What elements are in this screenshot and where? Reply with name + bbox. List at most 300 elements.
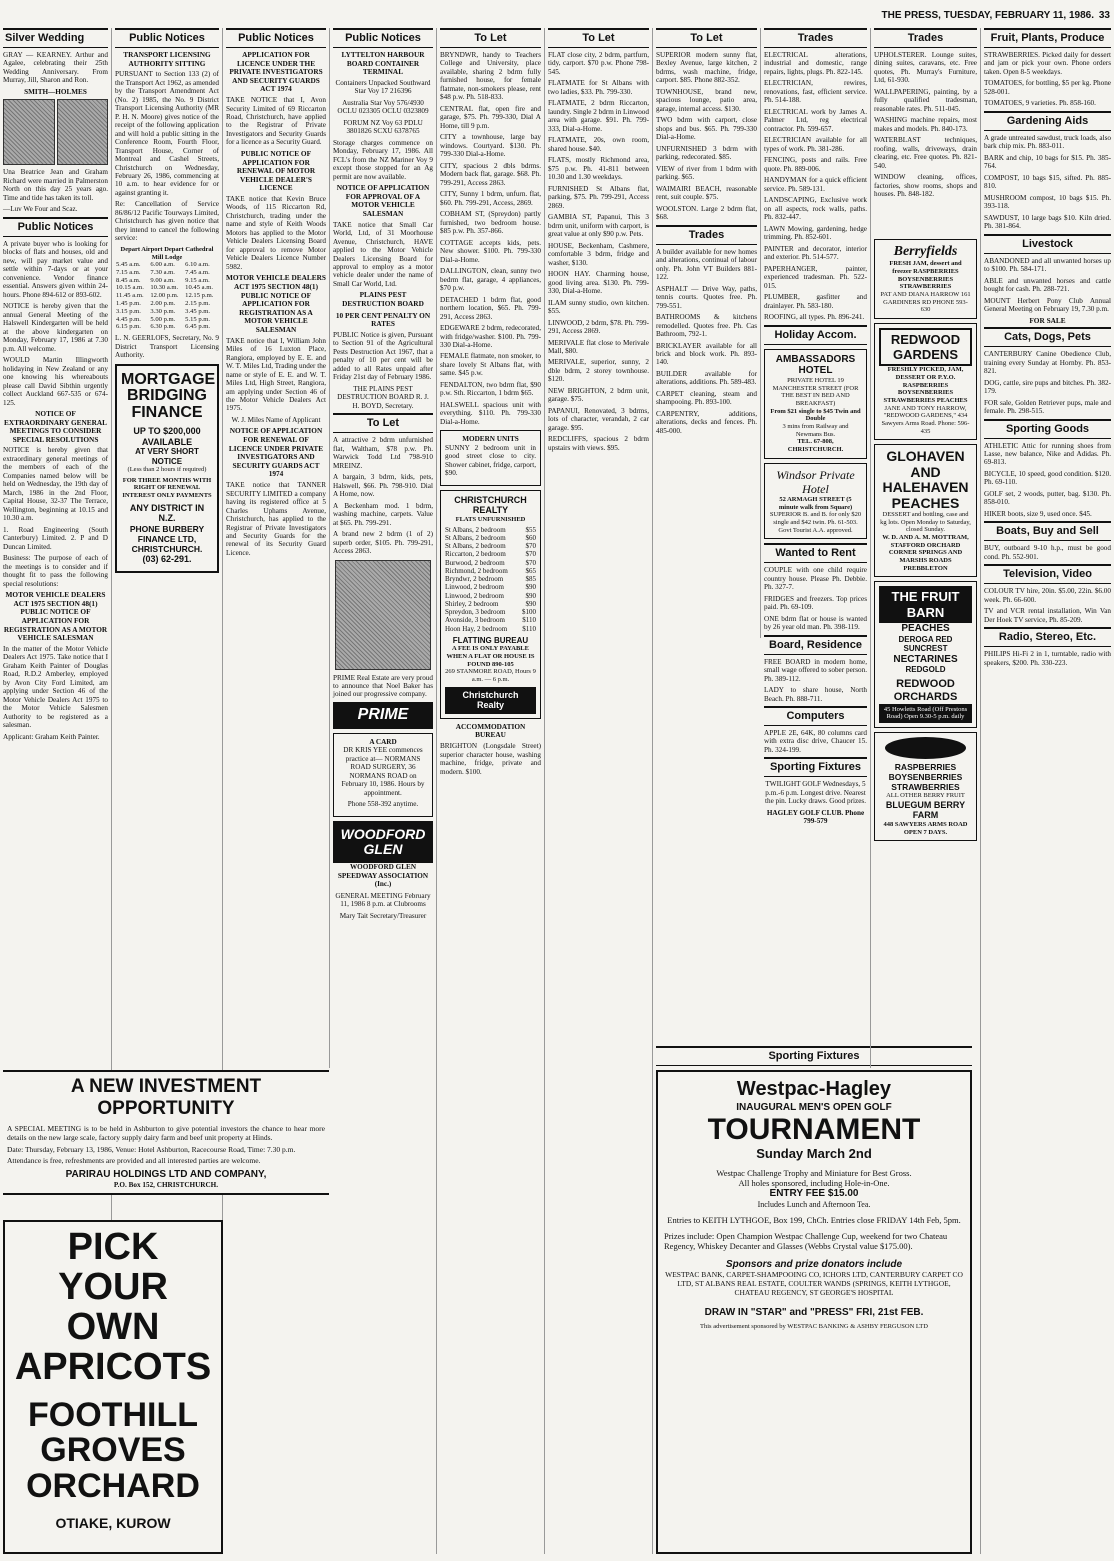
orchard-title: FOOTHILL GROVES ORCHARD xyxy=(26,1395,200,1505)
notice-3: WOULD Martin Illingworth holidaying in New Zealand or any one knowing his whereabouts please call David Sibthin urgently collect Auckland 667-535 or 674-125. xyxy=(3,356,108,407)
trades-ad: UPHOLSTERER. Lounge suites, dining suites, caravans, etc. Free quotes, Ph. Murray's Furniture, Ltd, 61-930. xyxy=(874,50,977,85)
column-3 xyxy=(223,28,330,1068)
realty-list-price: $60 xyxy=(525,533,536,542)
redwood-addr: JANE AND TONY HARROW, "REDWOOD GARDENS," 434 Sawyers Arms Road. Phone: 596-435 xyxy=(881,404,970,435)
lhb-detail: Australia Star Voy 576/4930 OCLU 023305 OCLU 0323809 xyxy=(337,98,429,116)
mvd-body: In the matter of the Motor Vehicle Dealers Act 1975. Take notice that I Graham Keith Painter of Douglas Road, R.D.2 Amberley, employed by Avon City Ford Limited, am applying under Section 46 of the Motor Vehicle Dealers Act 1975 to the Motor Vehicle Salesmen Authority to be registered as a salesman. xyxy=(3,644,108,730)
pets-ad: FOR sale, Golden Retriever pups, male and female. Ph. 298-515. xyxy=(984,398,1111,416)
hotel-price: From $21 single to $45 Twin and Double xyxy=(770,407,861,423)
gardening-ad: A grade untreated sawdust, truck loads, also bark chip mix. Ph. 883-011. xyxy=(984,133,1111,151)
lhb-text: Storage charges commence on Monday, February 17, 1986. All FCL's from the NZ Mariner Voy 9 except those stopped for an Ag permit are now available. xyxy=(333,138,433,181)
timetable-row xyxy=(115,300,219,308)
trades-ad: ELECTRICAL work by James A. Palmer Ltd, reg electrical contractor. Ph. 599-657. xyxy=(764,107,867,133)
timetable-cell: 2.15 p.m. xyxy=(185,300,211,308)
timetable-cell: 1.45 p.m. xyxy=(116,300,141,308)
timetable-cell: 11.45 a.m. xyxy=(116,292,144,300)
trades-ad: BATHROOMS & kitchens remodelled. Quotes free. Ph. Cas Bathroom, 792-1. xyxy=(656,313,757,339)
section-heading: Public Notices xyxy=(226,28,326,48)
mortgage-title: MORTGAGE BRIDGING FINANCE xyxy=(121,370,216,422)
realty-list-item xyxy=(445,600,536,608)
realty-sub: FLATS UNFURNISHED xyxy=(455,515,526,523)
realty-foot: A FEE IS ONLY PAYABLE WHEN A FLAT OR HOUSE IS FOUND 890-105 xyxy=(446,645,535,668)
realty-list-item xyxy=(445,559,536,567)
tolet-ad: VIEW of river from 1 bdrm with parking. $65. xyxy=(656,164,757,182)
column-9 xyxy=(871,28,981,1554)
sporting-goods-ad: GOLF set, 2 woods, putter, bag. $130. Ph. 858-010. xyxy=(984,489,1111,507)
investment-company: PARIRAU HOLDINGS LTD AND COMPANY, xyxy=(65,1169,267,1181)
section-heading-boats: Boats, Buy and Sell xyxy=(984,521,1111,541)
tolet-ad: FURNISHED St Albans flat, parking, $75. Ph. 799-291, Access 2869. xyxy=(548,184,649,210)
realty-list-price: $90 xyxy=(525,583,536,592)
timetable xyxy=(115,261,219,331)
hotel-title: AMBASSADORS HOTEL xyxy=(775,353,856,377)
golf-date: Sunday March 2nd xyxy=(756,1146,872,1162)
redwood-body: FRESHLY PICKED, JAM, DESSERT OR P.Y.O. RASPBERRIES BOYSENBERRIES STRAWBERRIES PEACHES xyxy=(883,366,968,405)
timetable-cell: 8.45 a.m. xyxy=(116,276,141,284)
timetable-cell: 6.45 p.m. xyxy=(185,323,211,331)
pi2-title: NOTICE OF APPLICATION FOR RENEWAL OF LICENCE UNDER PRIVATE INVESTIGATORS AND SECURITY GUARDS ACT 1974 xyxy=(228,426,324,479)
realty-list-label: Avonside, 3 bedroom xyxy=(445,616,505,625)
sporting-club: HAGLEY GOLF CLUB. Phone 799-579 xyxy=(766,808,865,826)
realty-list-label: Bryndwr, 2 bedroom xyxy=(445,575,504,584)
timetable-cell: 7.30 a.m. xyxy=(150,268,175,276)
mvd2-body: TAKE notice that I, William John Miles of 16 Luxton Place, Rangiora, employed by E. E. and W. T. Miles Ltd, Trading under the name or style of E. E. and W. T. Miles Ltd, High Street, Rangiora, am applying under Section 46 of the Motor Vehicle Dealers Act 1975. xyxy=(226,336,326,413)
redwood-gardens-ad xyxy=(874,323,977,441)
tolet-ad: UNFURNISHED 3 bdrm with parking, redecorated. $85. xyxy=(656,144,757,162)
tla-item: Re: Cancellation of Service 86/86/12 Pacific Tourways Limited, Christchurch has given notice that they intend to cancel the following service: xyxy=(115,200,219,243)
fruit-barn-item: NECTARINES xyxy=(893,653,958,665)
livestock-ad: ABANDONED and all unwanted horses up to $100. Ph. 584-171. xyxy=(984,256,1111,274)
wanted-ad: FRIDGES and freezers. Top prices paid. Ph. 69-109. xyxy=(764,594,867,612)
mvs-body: TAKE notice that Small Car World, Ltd, of 31 Moorhouse Avenue, Christchurch, HAVE applied to the Motor Vehicle Dealers Licensing Board for approval to employ as a motor vehicle dealer under the name of Small Car World, Ltd. xyxy=(333,220,433,288)
timetable-row xyxy=(115,277,219,285)
windsor-title: Windsor Private Hotel xyxy=(776,467,855,496)
pets-ad: CANTERBURY Canine Obedience Club, training every Sunday at Hornby. Ph. 853-821. xyxy=(984,350,1111,376)
trades-ad: A builder available for new homes and alterations, continual of labour only. Ph. John VT Builders 881-122. xyxy=(656,247,757,282)
golf-fee: ENTRY FEE $15.00 xyxy=(769,1187,859,1199)
hotel-phone: TEL. 67-808, CHRISTCHURCH. xyxy=(787,438,844,453)
timetable-row xyxy=(115,316,219,324)
realty-list-item xyxy=(445,625,536,633)
tolet-ad: FENDALTON, two bdrm flat, $90 p.w. Sth. Riccarton, 1 bdrm $65. xyxy=(440,380,541,398)
realty-list-item xyxy=(445,542,536,550)
mvd-sign: Applicant: Graham Keith Painter. xyxy=(3,732,100,741)
trades-ad: PAPERHANGER, painter, experienced tradesman. Ph. 522-015. xyxy=(764,264,867,290)
bluegum-title: BLUEGUM BERRY FARM xyxy=(885,799,966,821)
realty-list-item xyxy=(445,616,536,624)
accom-title: ACCOMMODATION BUREAU xyxy=(455,721,526,740)
section-heading-board: Board, Residence xyxy=(764,635,867,655)
section-heading-livestock: Livestock xyxy=(984,234,1111,254)
apricots-ad xyxy=(3,1220,223,1554)
golf-entries: Entries to KEITH LYTHGOE, Box 199, ChCh. Entries close FRIDAY 14th Feb, 5pm. xyxy=(667,1214,961,1225)
section-heading: Public Notices xyxy=(115,28,219,48)
investment-body: A SPECIAL MEETING is to be held in Ashburton to give potential investors the chance to hear more details on the new large scale, factory supply dairy farm and beef unit property at Hinds. xyxy=(7,1123,325,1142)
berry-title: Berryfields xyxy=(893,243,958,259)
egm-list: 1. Road Engineering (South Canterbury) Limited. 2. P and D Duncan Limited. xyxy=(3,525,108,551)
tla-title: TRANSPORT LICENSING AUTHORITY SITTING xyxy=(123,49,211,68)
section-heading-computers: Computers xyxy=(764,706,867,726)
speedway-sign: Mary Tait Secretary/Treasurer xyxy=(339,911,427,920)
timetable-cell: 7.45 a.m. xyxy=(185,268,210,276)
section-heading: Fruit, Plants, Produce xyxy=(984,28,1111,48)
golf-info: All holes sponsored, including Hole-in-One. xyxy=(738,1177,890,1188)
golf-main: TOURNAMENT xyxy=(707,1113,921,1147)
bluegum-ad xyxy=(874,732,977,841)
timetable-title: Depart Airport Depart Cathedral Mill Lodge xyxy=(120,245,214,261)
timetable-cell: 6.00 a.m. xyxy=(150,261,175,269)
realty-list-item xyxy=(445,575,536,583)
redwood-title: REDWOOD GARDENS xyxy=(879,328,972,367)
modern-units-title: MODERN UNITS xyxy=(462,435,519,444)
modern-units-body: SUNNY 2 bedroom unit in good street close to city. Shower cabinet, fridge, carport, $90. xyxy=(445,443,537,478)
gardening-ad: MUSHROOM compost, 10 bags $15. Ph. 393-118. xyxy=(984,193,1111,211)
mortgage-line: ANY DISTRICT IN N.Z. xyxy=(129,502,205,524)
timetable-cell: 3.30 p.m. xyxy=(150,307,176,315)
speedway-body: GENERAL MEETING February 11, 1986 8 p.m. at Clubrooms xyxy=(335,891,431,909)
trades-ad: LAWN Mowing, gardening, hedge trimming. Ph. 852-601. xyxy=(764,224,867,242)
egm-title: NOTICE OF EXTRAORDINARY GENERAL MEETINGS TO CONSIDER SPECIAL RESOLUTIONS xyxy=(3,408,108,444)
golf-sub: INAUGURAL MEN'S OPEN GOLF xyxy=(736,1101,892,1113)
fruit-barn-item: PEACHES xyxy=(901,622,950,634)
section-heading-holiday: Holiday Accom. xyxy=(764,325,867,345)
bluegum-item: STRAWBERRIES xyxy=(891,782,960,793)
apricots-title: PICK YOUR OWN APRICOTS xyxy=(14,1226,212,1388)
realty-list-item xyxy=(445,534,536,542)
timetable-cell: 12.00 p.m. xyxy=(150,292,179,300)
section-heading-wanted: Wanted to Rent xyxy=(764,543,867,563)
bluegum-logo xyxy=(885,737,966,759)
timetable-cell: 10.45 a.m. xyxy=(185,284,214,292)
trades-ad: ELECTRICIAN available for all types of work. Ph. 381-286. xyxy=(764,136,867,153)
plains-sub: 10 PER CENT PENALTY ON RATES xyxy=(335,310,431,329)
tolet-ad: FLATMATE, 2 bdrm Riccarton, laundry. Single 2 bdrm in Linwood area with garage. $91. Ph. 799-333, Dial-a-Home. xyxy=(548,99,649,133)
tolet-ad: WOOLSTON. Large 2 bdrm flat, $68. xyxy=(656,204,757,222)
wedding-photo-left xyxy=(3,99,55,165)
egm-body: NOTICE is hereby given that extraordinary general meetings of the members of each of the Companies named below will be held on Wednesday, the 19th day of March, 1986 in the 2nd Floor, Capital House, 32-37 The Terrace, Wellington, beginning at 10.15 and 10.30 a.m. xyxy=(3,446,108,523)
lhb-title: LYTTELTON HARBOUR BOARD CONTAINER TERMINAL xyxy=(341,49,425,77)
realty-list-price: $90 xyxy=(525,599,536,608)
section-heading: To Let xyxy=(656,28,757,48)
gardening-ad: BARK and chip, 10 bags for $15. Ph. 385-764. xyxy=(984,153,1111,171)
wedding-photo-right xyxy=(57,99,109,165)
tolet-ad: NEW BRIGHTON, 2 bdrm unit, garage. $75. xyxy=(548,386,649,404)
timetable-cell: 6.15 p.m. xyxy=(116,323,141,331)
card-title: A CARD xyxy=(369,737,397,746)
wanted-ad: ONE bdrm flat or house is wanted by 26 year old man. Ph. 398-119. xyxy=(764,614,867,632)
radio-ad: PHILIPS Hi-Fi 2 in 1, turntable, radio with speakers, $200. Ph. 330-223. xyxy=(984,650,1111,667)
tolet-ad: WAIMAIRI BEACH, reasonable rent, suit couple. $75. xyxy=(656,184,757,202)
realty-list-price: $100 xyxy=(522,608,536,617)
column-5 xyxy=(437,28,545,1554)
timetable-row xyxy=(115,284,219,292)
section-heading: To Let xyxy=(548,28,649,48)
tv-ad: TV and VCR rental installation, Win Van Der Hoek TV service, Ph. 85-209. xyxy=(984,607,1111,624)
glohaven-body: DESSERT and bottling, case and kg lots. Open Monday to Saturday, closed Sunday. xyxy=(880,510,971,534)
realty-list-label: Richmond, 2 bedroom xyxy=(445,566,508,575)
timetable-row xyxy=(115,292,219,300)
page-number: 33 xyxy=(1098,10,1110,21)
timetable-cell: 10.30 a.m. xyxy=(150,284,179,292)
tolet-ad: REDCLIFFS, spacious 2 bdrm upstairs with views. $95. xyxy=(548,435,649,452)
realty-list-price: $70 xyxy=(525,558,536,567)
tolet-ad: TOWNHOUSE, brand new, spacious lounge, patio area, garage, internal access. $130. xyxy=(656,87,757,113)
realty-list-item xyxy=(445,567,536,575)
trades-ad: WASHING machine repairs, most makes and models. Ph. 840-173. xyxy=(874,116,977,133)
tolet-ad: COTTAGE accepts kids, pets. New shower. $100. Ph. 799-330 Dial-a-Home. xyxy=(440,238,541,264)
golf-trophy: Westpac Challenge Trophy and Miniature for Best Gross. xyxy=(716,1167,912,1178)
realty-list-label: St Albans, 2 bedroom xyxy=(445,525,506,534)
bluegum-addr: 448 SAWYERS ARMS ROAD OPEN 7 DAYS. xyxy=(883,820,968,836)
hotel-near: 3 mins from Railway and Newmans Bus. xyxy=(782,423,849,438)
section-heading-radio: Radio, Stereo, Etc. xyxy=(984,627,1111,647)
timetable-row xyxy=(115,261,219,269)
pi-body: TAKE NOTICE that I, Avon Security Limited of 69 Riccarton Road, Christchurch, have applied to the Registrar of Private Investigators and Security Guards for a licence as a Security Guard. xyxy=(226,96,326,147)
mvd2-sign: W. J. Miles Name of Applicant xyxy=(231,415,321,424)
trades-ad: BUILDER available for alterations, additions. Ph. 589-483. xyxy=(656,369,757,387)
mortgage-line: (Less than 2 hours if required) xyxy=(127,466,207,474)
timetable-cell: 6.30 p.m. xyxy=(150,323,176,331)
photo-sign: —Luv We Four and Scaz. xyxy=(3,205,78,214)
mortgage-line: AT VERY SHORT NOTICE xyxy=(135,447,199,466)
realty-list-price: $85 xyxy=(525,575,536,584)
computers-ad: APPLE 2E, 64K, 80 columns card with extra disc drive, Chaucer 15. Ph. 324-199. xyxy=(764,728,867,754)
realty-list-item xyxy=(445,526,536,534)
tla-sign: L. N. GEERLOFS, Secretary, No. 9 District Transport Licensing Authority. xyxy=(115,334,219,360)
timetable-cell: 6.10 a.m. xyxy=(185,261,210,269)
realty-list-item xyxy=(445,550,536,558)
accom-body: BRIGHTON (Longsdale Street) superior character house, washing machine, fridge, private and modern. $100. xyxy=(440,742,541,776)
tolet-ad: COBHAM ST, (Spreydon) partly furnished, two bedroom house. $85 p.w. Ph. 357-866. xyxy=(440,210,541,236)
realty-list-item xyxy=(445,583,536,591)
timetable-cell: 2.00 p.m. xyxy=(150,300,176,308)
tolet-ad: DETACHED 1 bdrm flat, good northern location, $65. Ph. 799-291, Access 2863. xyxy=(440,295,541,321)
tolet-ad: A brand new 2 bdrm (1 of 2) superb order, $105. Ph. 799-291, Access 2863. xyxy=(333,530,433,556)
sporting-goods-ad: ATHLETIC Attic for running shoes from Lasse, new balance, Nike and Adidas. Ph. 69-813. xyxy=(984,441,1111,467)
timetable-cell: 7.15 a.m. xyxy=(116,268,141,276)
trades-ad: PAINTER and decorator, interior and exterior. Ph. 514-577. xyxy=(764,244,867,262)
column-4 xyxy=(330,28,437,1554)
timetable-cell: 5.00 p.m. xyxy=(150,315,176,323)
section-heading: Public Notices xyxy=(333,28,433,48)
realty-list-price: $90 xyxy=(525,591,536,600)
prime-logo: PRIME xyxy=(333,702,433,729)
realty-list-label: Riccarton, 2 bedroom xyxy=(445,550,506,559)
investment-ad xyxy=(3,1070,329,1195)
pi-title: APPLICATION FOR LICENCE UNDER THE PRIVATE INVESTIGATORS AND SECURITY GUARDS ACT 1974 xyxy=(229,49,323,94)
timetable-row xyxy=(115,269,219,277)
realty-logo: Christchurch Realty xyxy=(445,687,536,714)
realty-addr: 269 STANMORE ROAD, Hours 9 a.m. — 6 p.m. xyxy=(445,668,536,683)
section-heading: To Let xyxy=(440,28,541,48)
section-heading-trades: Trades xyxy=(656,225,757,245)
board-ad: FREE BOARD in modern home, small wage offered to sober person. Ph. 389-112. xyxy=(764,657,867,683)
tolet-ad: MERIVALE flat close to Merivale Mall, $80. xyxy=(548,338,649,355)
realtors-ad: PRIME Real Estate are very proud to announce that Noel Baker has joined our progressive company. xyxy=(333,673,433,699)
livestock-ad: MOUNT Herbert Pony Club Annual General Meeting on February 19, 7.30 p.m. xyxy=(984,296,1111,314)
section-heading-notices: Public Notices xyxy=(3,217,108,237)
glohaven-title: GLOHAVEN AND HALEHAVEN PEACHES xyxy=(882,448,969,511)
section-heading-sporting-fixtures: Sporting Fixtures xyxy=(764,757,867,777)
trades-ad: CARPET cleaning, steam and shampooing. Ph. 893-100. xyxy=(656,389,757,407)
trades-ad: WINDOW cleaning, offices, factories, show rooms, shops and houses. Ph. 848-182. xyxy=(874,173,977,199)
tla-body: PURSUANT to Section 133 (2) of the Transport Act 1962, as amended by the Transport Amendment Act (No. 2) 1985, the No. 9 District Transport Licensing Authority (MR P. H. N. Moore) gives notice of the receipt of the following application and will hold a public sitting in the Conference Room, Fourth Floor, Transport House, Corner of Montreal and Cashel Streets, Christchurch on Wednesday, February 26, 1986, commencing at 10 a.m. to hear evidence for or against granting it. xyxy=(115,70,219,197)
board-ad: LADY to share house, North Beach. Ph. 888-711. xyxy=(764,686,867,703)
trades-ad: FENCING, posts and rails. Free quote. Ph. 889-006. xyxy=(764,156,867,173)
timetable-cell: 4.45 p.m. xyxy=(116,315,141,323)
section-heading-tolet: To Let xyxy=(333,413,433,433)
timetable-cell: 9.00 a.m. xyxy=(150,276,175,284)
tolet-ad: EDGEWARE 2 bdrm, redecorated, with fridge/washer. $100. Ph. 799-330 Dial-a-Home. xyxy=(440,324,541,349)
sporting-goods-ad: BICYCLE, 10 speed, good condition. $120. Ph. 69-110. xyxy=(984,469,1111,487)
mvd-title: PUBLIC NOTICE OF APPLICATION FOR RENEWAL OF MOTOR VEHICLE DEALER'S LICENCE xyxy=(236,148,316,193)
produce-ad: STRAWBERRIES. Picked daily for dessert and jam or pick your own. Phone orders taken. Open 8-5 weekdays. xyxy=(984,50,1111,76)
realty-list-price: $70 xyxy=(525,542,536,551)
realty-list-label: Spreydon, 3 bedroom xyxy=(445,608,506,617)
column-6 xyxy=(545,28,653,1554)
boats-ad: BUY, outboard 9-10 h.p., must be good cond. Ph. 552-901. xyxy=(984,544,1111,561)
trades-ad: WALLPAPERING, painting, by a fully qualified tradesman, reasonable rates. Ph. 511-045. xyxy=(874,87,977,113)
photo-caption: Una Beatrice Jean and Graham Richard were married in Palmerston North on this day 25 years ago. Time and tide has taken its toll. xyxy=(3,168,108,202)
berry-body: FRESH JAM, dessert and freezer RASPBERRIES BOYSENBERRIES STRAWBERRIES xyxy=(889,260,962,291)
realty-list-label: Shirley, 2 bedroom xyxy=(445,599,499,608)
bluegum-item: ALL OTHER BERRY FRUIT xyxy=(886,792,965,800)
tolet-ad: HALSWELL spacious unit with everything. $110. Ph. 799-330 Dial-a-Home. xyxy=(440,400,541,426)
realty-list-price: $110 xyxy=(522,624,536,633)
trades-ad: ASPHALT — Drive Way, paths, tennis courts. Quotes free. Ph. 799-551. xyxy=(656,284,757,310)
section-heading-gardening: Gardening Aids xyxy=(984,111,1111,131)
livestock-ad: ABLE and unwanted horses and cattle bought for cash. Ph. 288-721. xyxy=(984,276,1111,294)
card-body: DR KRIS YEE commences practice at— NORMANS ROAD SURGERY, 36 NORMANS ROAD on February 10, 1986. Hours by appointment. xyxy=(341,746,425,797)
fruit-barn-title: THE FRUIT BARN xyxy=(879,586,972,623)
tolet-ad: A Beckenham mod. 1 bdrm, washing machine, carpets. Value at $65. Ph. 799-291. xyxy=(333,501,433,527)
realty-list-item xyxy=(445,608,536,616)
golf-title: Westpac-Hagley xyxy=(736,1078,892,1100)
trades-ad: ROOFING, all types. Ph. 896-241. xyxy=(764,313,865,322)
windsor-sign: Govt Tourist A.A. approved. xyxy=(778,526,853,534)
mvd2-title: MOTOR VEHICLE DEALERS ACT 1975 SECTION 48(1) PUBLIC NOTICE OF APPLICATION FOR REGISTRATION AS A MOTOR VEHICLE SALESMAN xyxy=(226,273,326,334)
egm-business: Business: The purpose of each of the meetings is to consider and if thought fit to pass the following special resolutions: xyxy=(3,554,108,588)
golf-prizes: Prizes include: Open Champion Westpac Challenge Cup, weekend for two Chateau Regency, Whiskey Decanter and Glasses (Webbs Crystal value $175.00). xyxy=(664,1231,948,1252)
agent-photo xyxy=(335,560,431,670)
realty-ad xyxy=(440,490,541,719)
realty-list-label: Hoon Hay, 2 bedroom xyxy=(445,624,508,633)
timetable-cell: 10.15 a.m. xyxy=(116,284,144,292)
orchard-title: REDWOOD ORCHARDS xyxy=(893,677,958,703)
tolet-ad: TWO bdrm with carport, close shops and bus. $65. Ph. 799-330 Dial-a-Home. xyxy=(656,116,757,142)
windsor-body: SUPERIOR B. and B. for only $20 single and $42 twin. Ph. 61-503. xyxy=(769,511,862,526)
tolet-ad: CITY a townhouse, large bay windows. Courtyard. $130. Ph. 799-330 Dial-a-Home. xyxy=(440,133,541,159)
column-7 xyxy=(653,28,761,638)
section-heading-cats: Cats, Dogs, Pets xyxy=(984,327,1111,347)
plains-sign: THE PLAINS PEST DESTRUCTION BOARD R. J. H. BOYD, Secretary. xyxy=(337,384,429,410)
column-8 xyxy=(761,28,871,1068)
speedway-title: WOODFORD GLEN SPEEDWAY ASSOCIATION (Inc.) xyxy=(337,863,429,889)
tolet-ad: FEMALE flatmate, non smoker, to share lovely St Albans flat, with same. $45 p.w. xyxy=(440,352,541,378)
mortgage-line: PHONE BURBERY FINANCE LTD, CHRISTCHURCH. xyxy=(129,523,205,554)
timetable-row xyxy=(115,308,219,316)
golf-sponsors-title: Sponsors and prize donators include xyxy=(725,1259,903,1271)
hotel-body: PRIVATE HOTEL 19 MANCHESTER STREET (FOR THE BEST IN BED AND BREAKFAST) xyxy=(772,377,859,408)
section-heading: Trades xyxy=(764,28,867,48)
realty-list-price: $70 xyxy=(525,550,536,559)
notice-1: A private buyer who is looking for blocks of flats and houses, old and new, will pay market value and settle within 7-days or at your convenience. Vendor finance essential. Answers given within 24-hours. Phone 894-612 or 893-602. xyxy=(3,239,108,299)
trades-ad: ELECTRICAL alterations, industrial and domestic, range repairs, lights, plugs. Ph. 822-145. xyxy=(764,50,867,76)
realty-title: CHRISTCHURCH REALTY xyxy=(454,494,527,516)
fruit-barn-item: REDGOLD xyxy=(905,665,946,675)
golf-foot: This advertisement sponsored by WESTPAC BANKING & ASHBY FERGUSON LTD xyxy=(700,1323,928,1331)
bluegum-item: RASPBERRIES xyxy=(894,762,957,773)
wanted-ad: COUPLE with one child require country house. Please Ph. Debbie. Ph. 327-7. xyxy=(764,566,867,592)
ambassadors-hotel-ad xyxy=(764,349,867,459)
trades-ad: BRICKLAYER available for all brick and block work. Ph. 893-140. xyxy=(656,341,757,367)
smith-holmes: SMITH—HOLMES xyxy=(24,87,87,96)
windsor-addr: 52 ARMAGH STREET (5 minute walk from Square) xyxy=(778,495,853,511)
trades-ad: ELECTRICIAN, rewires, renovations, fast, efficient service. Ph. 514-188. xyxy=(764,79,867,105)
realty-listing xyxy=(445,526,536,633)
realty-flatting: FLATTING BUREAU xyxy=(452,635,529,645)
mvd-body: TAKE notice that Kevin Bruce Woods, of 115 Riccarton Rd, Christchurch, trading under the name and style of Keith Woods Motors has applied to the Motor Vehicle Dealers Licensing Board for approval to remove Motor Vehicle Dealers Licence Number 5982. xyxy=(226,194,326,271)
timetable-cell: 9.15 a.m. xyxy=(185,276,210,284)
orchard-place: OTIAKE, KUROW xyxy=(55,1514,171,1531)
realty-list-price: $110 xyxy=(522,616,536,625)
berry-addr: PAT AND DIANA HARROW 161 GARDINERS RD PHONE 593-630 xyxy=(880,290,971,314)
golf-sponsors: WESTPAC BANK, CARPET-SHAMPOOING CO, ICHORS LTD, CANTERBURY CARPET CO LTD, ST ALBANS REAL ESTATE, COULTER WANDS (SPRINGS, KEITH LYTHGOE, CHATEAU REGENCY, ST GEORGE'S HOSPITAL xyxy=(665,1269,963,1297)
berryfields-ad xyxy=(874,239,977,319)
realty-list-label: Burwood, 2 bedroom xyxy=(445,558,505,567)
windsor-hotel-ad xyxy=(764,463,867,540)
mortgage-line: FOR THREE MONTHS WITH RIGHT OF RENEWAL INTEREST ONLY PAYMENTS xyxy=(122,476,212,499)
tolet-ad: A attractive 2 bdrm unfurnished flat, Waltham, $78 p.w. Ph. Warwick Todd Ltd 798-910 MREINZ. xyxy=(333,436,433,470)
realty-list-price: $65 xyxy=(525,566,536,575)
tolet-ad: CITY, spacious 2 dbls bdrms. Modern back flat, garage. $68. Ph. 799-291, Access 2863. xyxy=(440,161,541,187)
card-ad xyxy=(333,733,433,817)
tolet-ad: GAMBIA ST, Papanui, This 3 bdrm unit, uniform with carport, is great value at only $90 p.w. Pets. xyxy=(548,213,649,239)
tolet-ad: SUPERIOR modern sunny flat, Bexley Avenue, large kitchen, 2 bdrms, wash machine, fridge, carport. $85. Phone 882-352. xyxy=(656,50,757,85)
wedding-ad: GRAY — KEARNEY. Arthur and Agalee, celebrating their 25th Wedding Anniversary. From Murray, Jill, Sharon and Ron. xyxy=(3,50,108,85)
section-heading: Silver Wedding xyxy=(3,28,108,48)
investment-title: A NEW INVESTMENT OPPORTUNITY xyxy=(70,1076,262,1120)
produce-ad: TOMATOES, 9 varieties. Ph. 858-160. xyxy=(984,99,1096,108)
golf-fee-sub: Includes Lunch and Afternoon Tea. xyxy=(757,1199,871,1209)
section-heading: Trades xyxy=(874,28,977,48)
trades-ad: CARPENTRY, additions, alterations, decks and fences. Ph. 485-000. xyxy=(656,409,757,435)
golf-draw: DRAW IN "STAR" and "PRESS" FRI, 21st FEB. xyxy=(704,1307,924,1319)
pets-ad: DOG, cattle, sire pups and bitches. Ph. 382-179. xyxy=(984,378,1111,396)
realty-list-price: $55 xyxy=(525,525,536,534)
tolet-ad: DALLINGTON, clean, sunny two bedrm flat, garage, 4 appliances, $70 p.w. xyxy=(440,267,541,293)
tolet-ad: MERIVALE, superior, sunny, 2 dble bdrm, 2 storey townhouse. $120. xyxy=(548,358,649,384)
mortgage-line: AVAILABLE xyxy=(141,436,193,447)
tolet-ad: FLATS, mostly Richmond area, $75 p.w. Ph. 41-811 between 10.30 and 1.30 weekdays. xyxy=(548,156,649,182)
woodford-glen-logo: WOODFORD GLEN xyxy=(333,821,433,864)
gardening-ad: COMPOST, 10 bags $15, sifted. Ph. 885-810. xyxy=(984,173,1111,191)
timetable-cell: 5.15 p.m. xyxy=(185,315,211,323)
section-heading-sporting-goods: Sporting Goods xyxy=(984,419,1111,439)
bluegum-item: BOYSENBERRIES xyxy=(888,772,963,783)
realty-list-label: Linwood, 2 bedroom xyxy=(445,583,504,592)
plains-body: PUBLIC Notice is given, Pursuant to Section 91 of the Agricultural Pests Destruction Act 1967, that a penalty of 10 per cent will be added to all Rates unpaid after Friday 21st day of February 1986. xyxy=(333,330,433,382)
lhb-form: FORUM NZ Voy 63 PDLU 3801826 SCXU 6378765 xyxy=(343,118,423,136)
column-10 xyxy=(981,28,1114,1554)
glohaven-addr: W. D. AND A. M. MOTTRAM, STAFFORD ORCHARD CORNER SPRINGS AND MARSHS ROADS PREBBLETON xyxy=(882,533,969,572)
tolet-ad: CITY, Sunny 1 bdrm, unfurn. flat, $60. Ph. 799-291, Access, 2869. xyxy=(440,190,541,207)
realty-list-item xyxy=(445,592,536,600)
realty-list-label: St Albans, 2 bedroom xyxy=(445,533,506,542)
gardening-ad: SAWDUST, 10 large bags $10. Kiln dried. Ph. 381-864. xyxy=(984,213,1111,231)
timetable-cell: 3.45 p.m. xyxy=(185,307,211,315)
tolet-ad: A bargain, 3 bdrm, kids, pets, Halswell, $66. Ph. 798-910. Dial A Home, now. xyxy=(333,473,433,499)
